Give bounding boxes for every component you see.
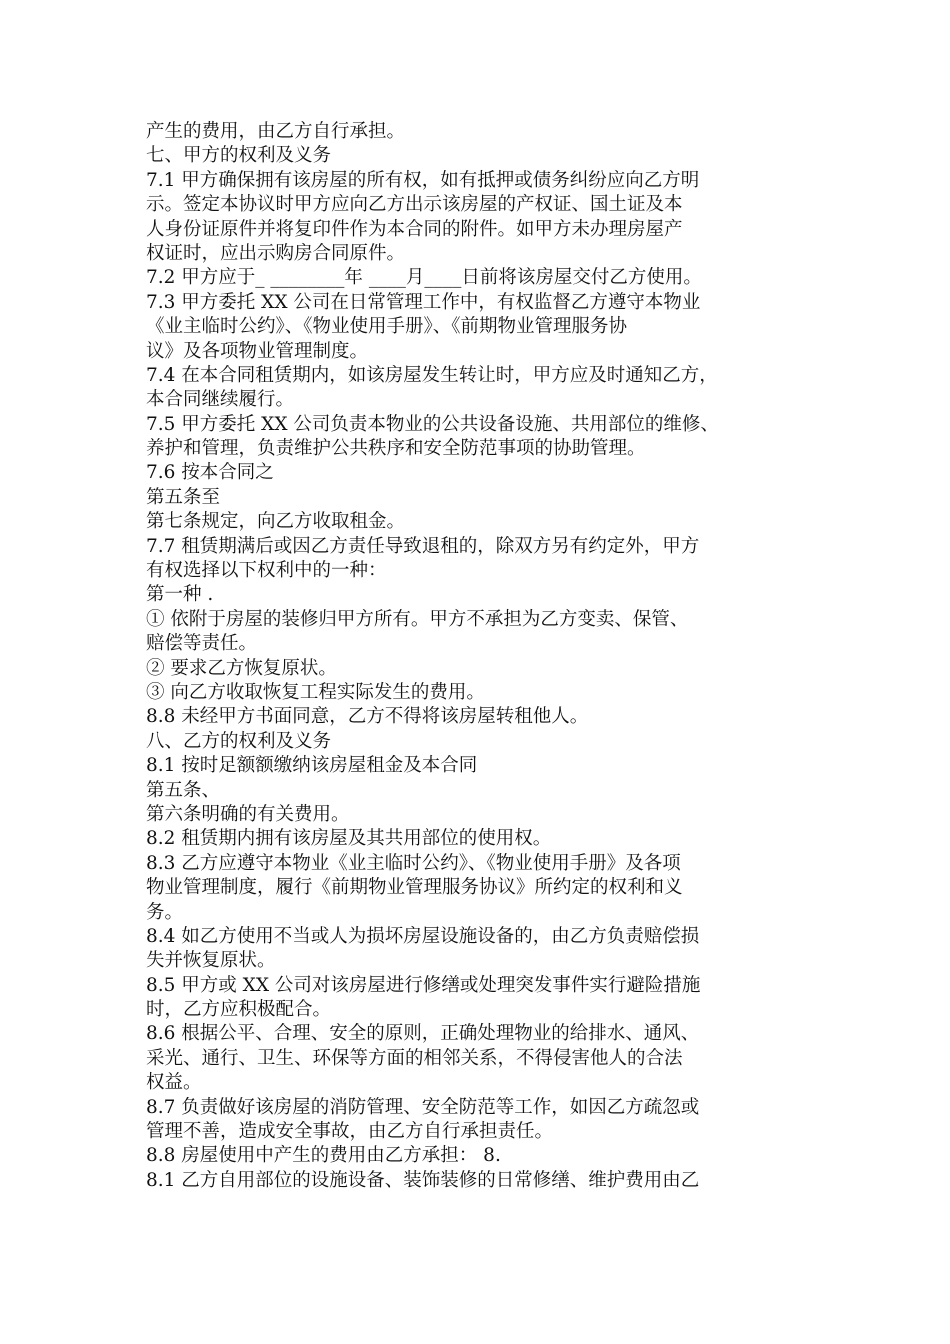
- text-line: 8.5 甲方或 XX 公司对该房屋进行修缮或处理突发事件实行避险措施: [146, 974, 701, 996]
- text-line: 8.7 负责做好该房屋的消防管理、安全防范等工作，如因乙方疏忽或: [146, 1096, 700, 1118]
- text-line: 8.3 乙方应遵守本物业《业主临时公约》、《物业使用手册》及各项: [146, 852, 681, 874]
- text-line: 7.3 甲方委托 XX 公司在日常管理工作中，有权监督乙方遵守本物业: [146, 291, 701, 313]
- text-line: 7.5 甲方委托 XX 公司负责本物业的公共设备设施、共用部位的维修、: [146, 413, 719, 435]
- list-item: ① 依附于房屋的装修归甲方所有。甲方不承担为乙方变卖、保管、: [146, 608, 689, 630]
- list-item: ③ 向乙方收取恢复工程实际发生的费用。: [146, 681, 485, 703]
- text-line: 8.8 未经甲方书面同意，乙方不得将该房屋转租他人。: [146, 706, 589, 728]
- text-line: 7.6 按本合同之: [146, 462, 274, 484]
- text-line: 权证时，应出示购房合同原件。: [146, 242, 406, 264]
- text-line: 第五条、: [146, 779, 221, 801]
- text-line: 8.4 如乙方使用不当或人为损坏房屋设施设备的，由乙方负责赔偿损: [146, 925, 700, 947]
- text-line: 8.8 房屋使用中产生的费用由乙方承担： 8.: [146, 1145, 501, 1167]
- text-line: 物业管理制度，履行《前期物业管理服务协议》所约定的权利和义: [146, 877, 683, 899]
- text-line: 时，乙方应积极配合。: [146, 999, 332, 1021]
- text-line: 8.1 按时足额额缴纳该房屋租金及本合同: [146, 755, 478, 777]
- text-line: 7.2 甲方应于_ ________年 ____月____日前将该房屋交付乙方使用。: [146, 267, 702, 289]
- text-line: 7.7 租赁期满后或因乙方责任导致退租的，除双方另有约定外，甲方: [146, 535, 700, 557]
- text-line: 第五条至: [146, 486, 221, 508]
- section-heading: 八、乙方的权利及义务: [146, 730, 332, 752]
- list-item: ② 要求乙方恢复原状。: [146, 657, 337, 679]
- text-line: 养护和管理，负责维护公共秩序和安全防范事项的协助管理。: [146, 438, 646, 460]
- text-line: 权益。: [146, 1072, 202, 1094]
- text-line: 8.1 乙方自用部位的设施设备、装饰装修的日常修缮、维护费用由乙: [146, 1169, 700, 1191]
- text-line: 示。签定本协议时甲方应向乙方出示该房屋的产权证、国土证及本: [146, 194, 683, 216]
- text-line: 8.2 租赁期内拥有该房屋及其共用部位的使用权。: [146, 828, 552, 850]
- text-line: 第六条明确的有关费用。: [146, 803, 350, 825]
- text-line: 务。: [146, 901, 184, 923]
- text-line: 《业主临时公约》、《物业使用手册》、《前期物业管理服务协: [146, 316, 628, 338]
- document-page: [146, 120, 816, 1193]
- section-heading: 七、甲方的权利及义务: [146, 145, 332, 167]
- text-line: 本合同继续履行。: [146, 389, 295, 411]
- text-line: 7.4 在本合同租赁期内，如该房屋发生转让时，甲方应及时通知乙方，: [146, 364, 718, 386]
- text-line: 失并恢复原状。: [146, 950, 276, 972]
- text-line: 赔偿等责任。: [146, 633, 258, 655]
- text-line: 有权选择以下权利中的一种：: [146, 560, 387, 582]
- text-line: 第一种 .: [146, 584, 214, 606]
- text-line: 8.6 根据公平、合理、安全的原则，正确处理物业的给排水、通风、: [146, 1023, 700, 1045]
- text-line: 人身份证原件并将复印件作为本合同的附件。如甲方未办理房屋产: [146, 218, 683, 240]
- text-line: 7.1 甲方确保拥有该房屋的所有权，如有抵押或债务纠纷应向乙方明: [146, 169, 700, 191]
- text-line: 采光、通行、卫生、环保等方面的相邻关系，不得侵害他人的合法: [146, 1047, 683, 1069]
- text-line: 管理不善，造成安全事故，由乙方自行承担责任。: [146, 1121, 554, 1143]
- text-line: 产生的费用，由乙方自行承担。: [146, 121, 406, 142]
- text-line: 第七条规定，向乙方收取租金。: [146, 511, 406, 533]
- text-line: 议》及各项物业管理制度。: [146, 340, 369, 362]
